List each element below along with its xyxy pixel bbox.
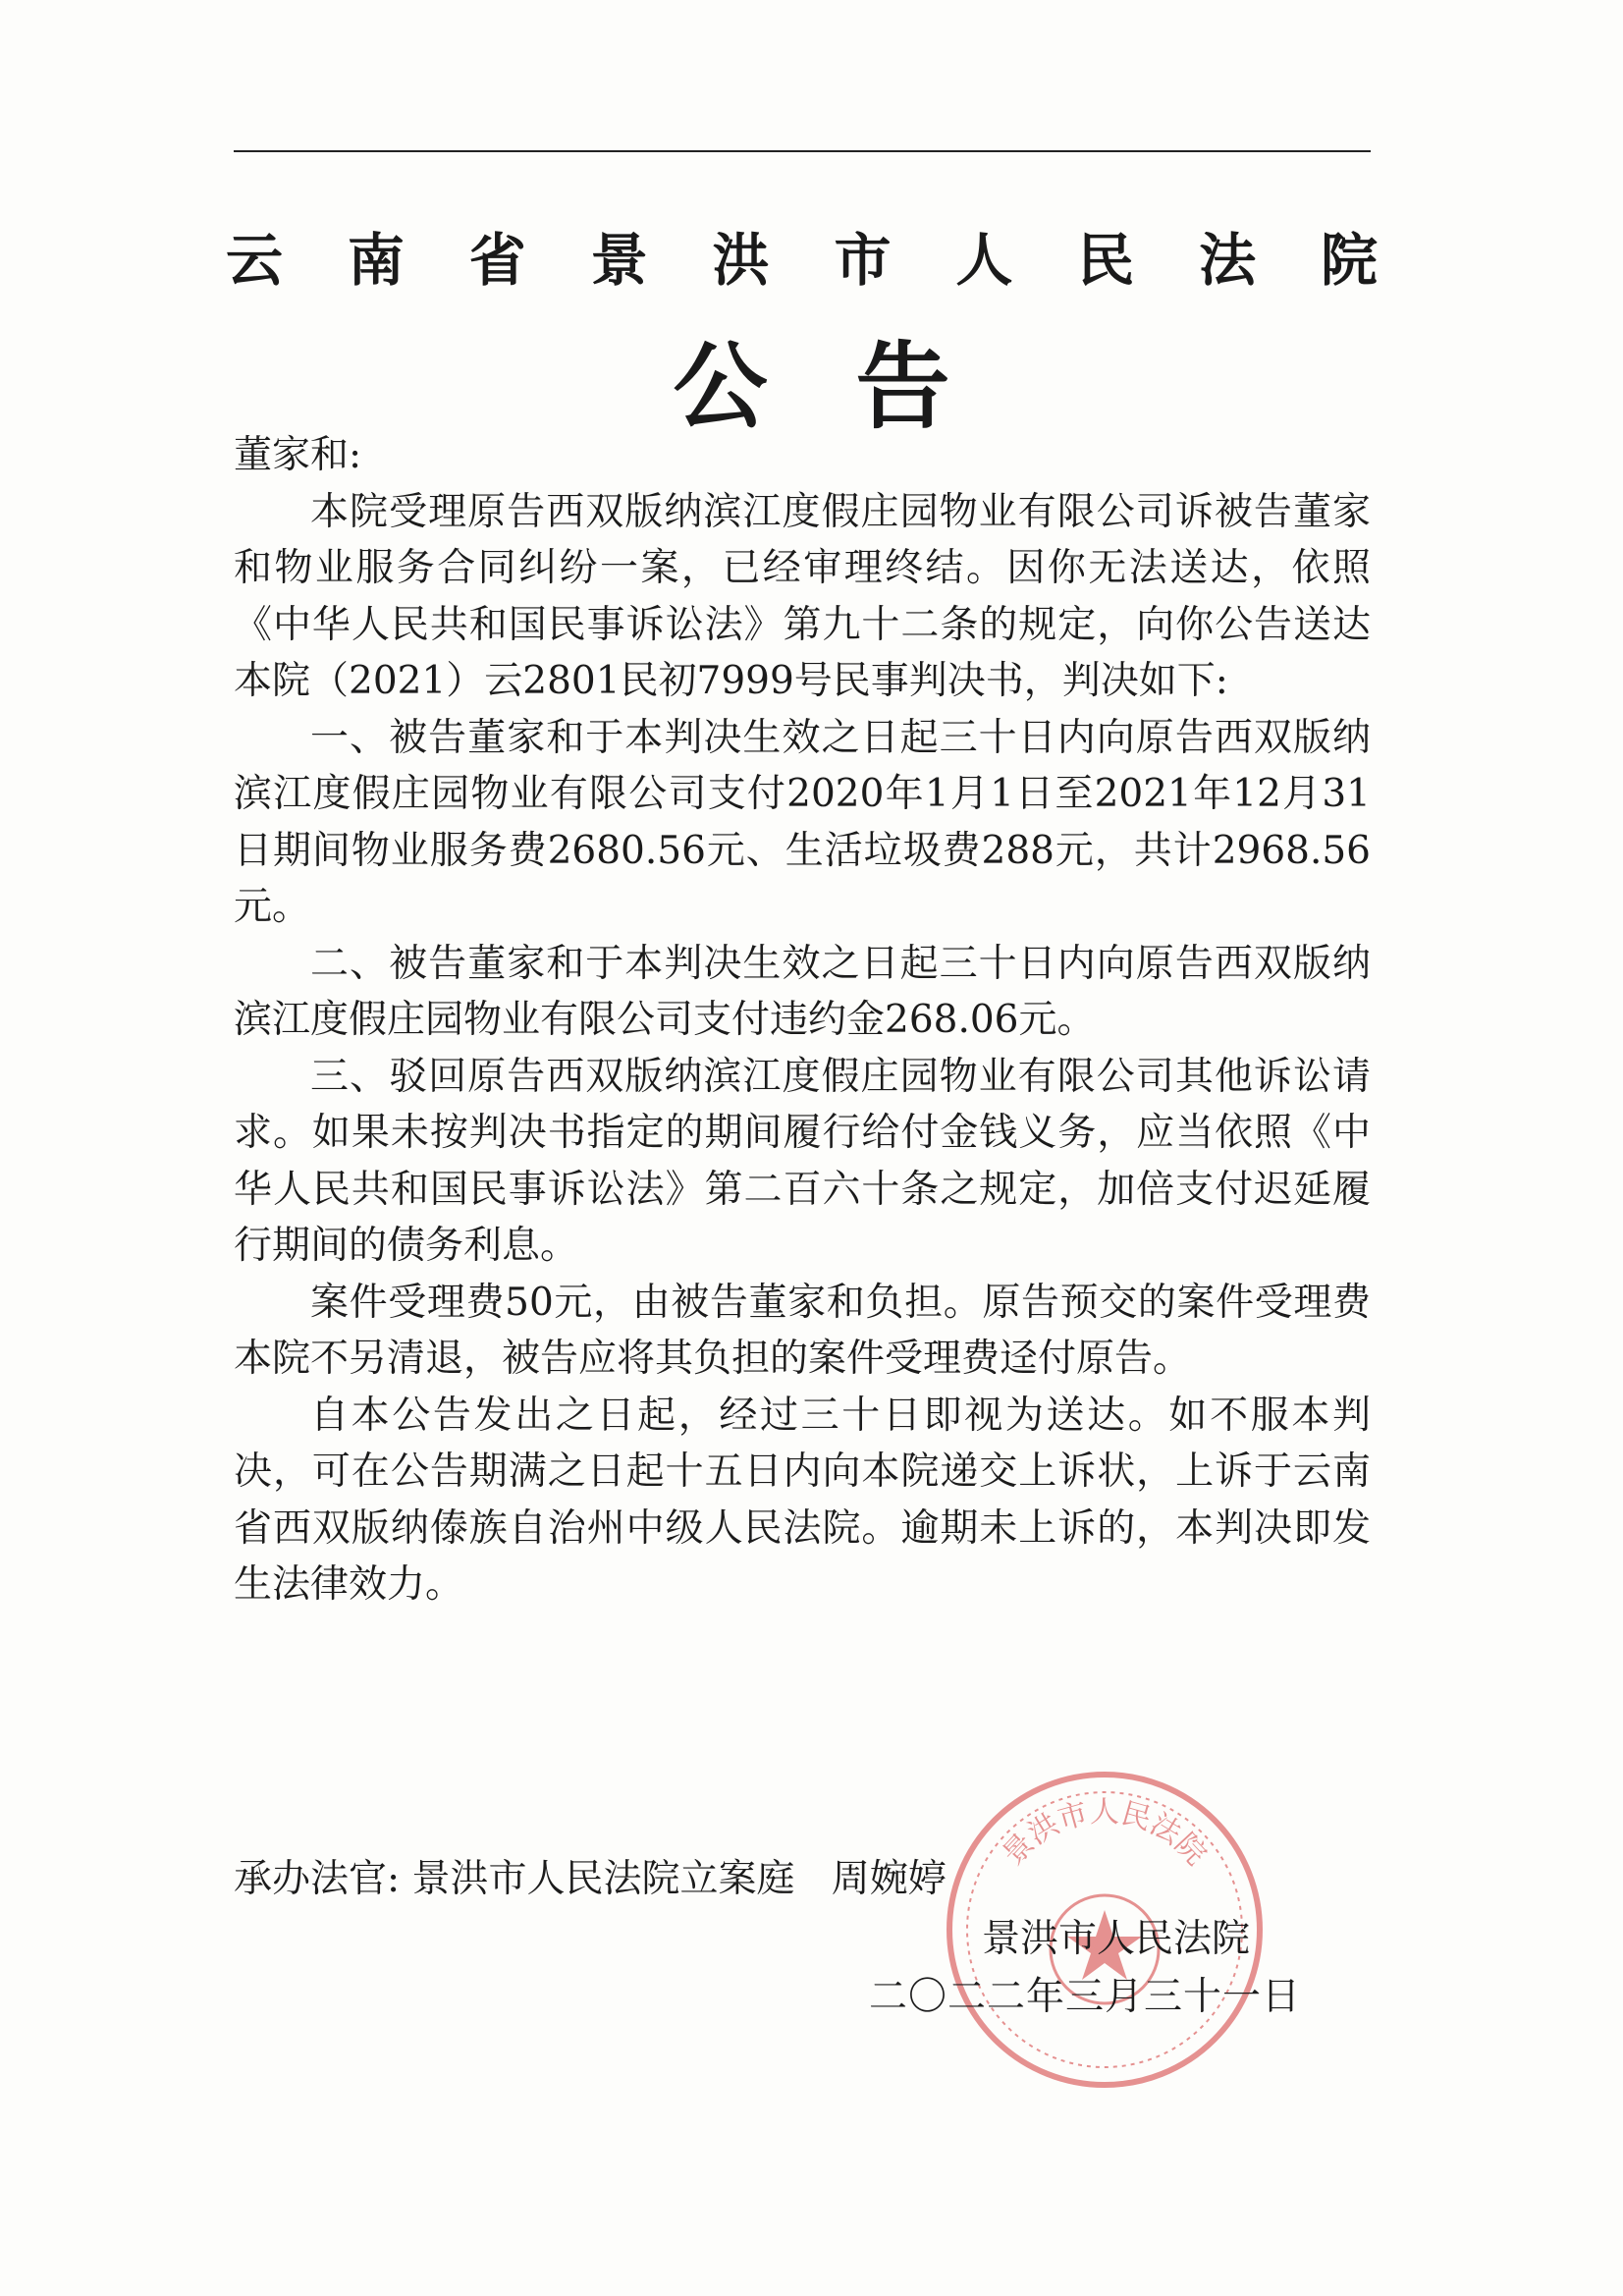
paragraph-ruling-3: 三、驳回原告西双版纳滨江度假庄园物业有限公司其他诉讼请求。如果未按判决书指定的期间履行给付金钱义务，应当依照《中华人民共和国民事诉讼法》第二百六十条之规定，加倍支付迟延履行期间的债务利息。 (234, 1054, 1371, 1268)
header-rule (234, 150, 1371, 152)
seal-text: 景洪市人民法院 (996, 1795, 1214, 1873)
paragraph-appeal: 自本公告发出之日起，经过三十日即视为送达。如不服本判决，可在公告期满之日起十五日内向本院递交上诉状，上诉于云南省西双版纳傣族自治州中级人民法院。逾期未上诉的，本判决即发生法律效力。 (234, 1393, 1371, 1607)
court-signature: 景洪市人民法院 (982, 1917, 1251, 1961)
paragraph-intro: 本院受理原告西双版纳滨江度假庄园物业有限公司诉被告董家和物业服务合同纠纷一案，已经审理终结。因你无法送达，依照《中华人民共和国民事诉讼法》第九十二条的规定，向你公告送达本院（2021）云2801民初7999号民事判决书，判决如下: (234, 489, 1371, 703)
paragraph-fee: 案件受理费50元，由被告董家和负担。原告预交的案件受理费本院不另清退，被告应将其负担的案件受理费迳付原告。 (234, 1280, 1371, 1381)
judge-line: 承办法官: 景洪市人民法院立案庭 周婉婷 (234, 1857, 947, 1901)
notice-title: 公告 (673, 331, 1039, 442)
issue-date: 二〇二二年三月三十一日 (869, 1975, 1302, 2019)
addressee: 董家和: (234, 433, 362, 477)
notice-body (234, 427, 1371, 1613)
court-name-heading: 云 南 省 景 洪 市 人 民 法 院 (226, 227, 1380, 294)
paragraph-ruling-2: 二、被告董家和于本判决生效之日起三十日内向原告西双版纳滨江度假庄园物业有限公司支付违约金268.06元。 (234, 941, 1371, 1042)
paragraph-ruling-1: 一、被告董家和于本判决生效之日起三十日内向原告西双版纳滨江度假庄园物业有限公司支付2020年1月1日至2021年12月31日期间物业服务费2680.56元、生活垃圾费288元，共计2968.56元。 (234, 715, 1371, 929)
